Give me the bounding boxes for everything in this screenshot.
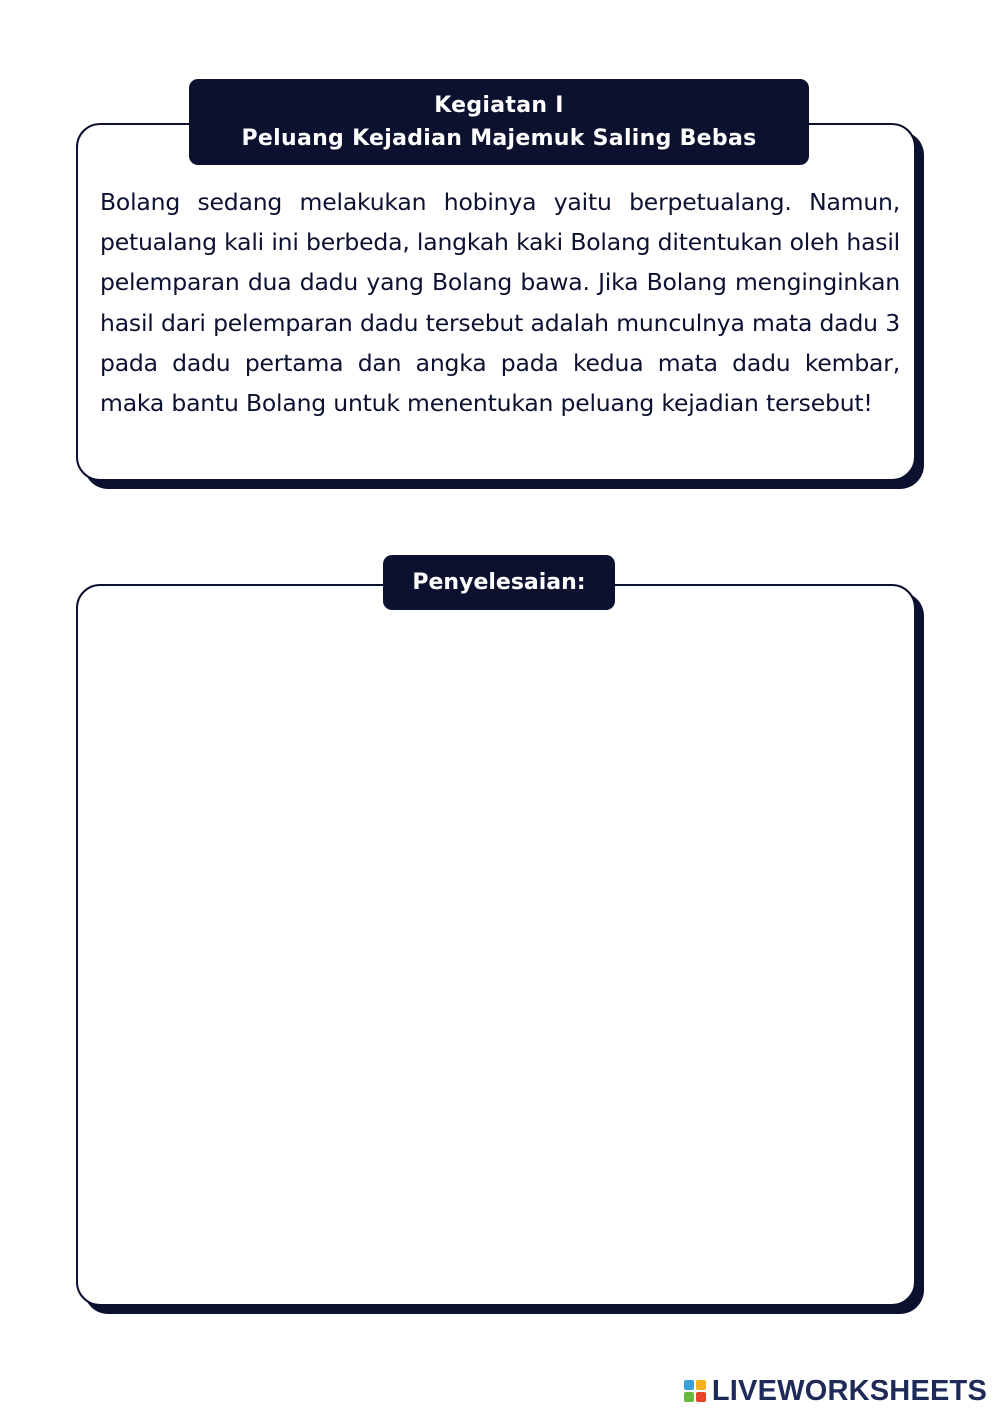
problem-statement: Bolang sedang melakukan hobinya yaitu berpetualang. Namun, petualang kali ini berbeda, langkah kaki Bolang ditentukan oleh hasil pelemparan dua dadu yang Bolang bawa. Jika Bolang menginginkan hasil dari pelemparan dadu tersebut adalah munculnya mata dadu 3 pada dadu pertama dan angka pada kedua mata dadu kembar, maka bantu Bolang untuk menentukan peluang kejadian tersebut! xyxy=(100,188,900,418)
answer-area[interactable] xyxy=(76,584,916,1306)
logo-square-i xyxy=(696,1380,706,1390)
brand-name: LIVEWORKSHEETS xyxy=(711,1374,987,1407)
activity-number: Kegiatan I xyxy=(434,93,564,118)
logo-square-v xyxy=(684,1392,694,1402)
activity-title: Peluang Kejadian Majemuk Saling Bebas xyxy=(241,126,757,151)
logo-square-l xyxy=(684,1380,694,1390)
answer-label: Penyelesaian: xyxy=(383,555,615,610)
liveworksheets-logo-icon xyxy=(684,1380,706,1402)
logo-square-e xyxy=(696,1392,706,1402)
activity-title-badge xyxy=(189,79,809,165)
brand-footer xyxy=(684,1375,987,1407)
